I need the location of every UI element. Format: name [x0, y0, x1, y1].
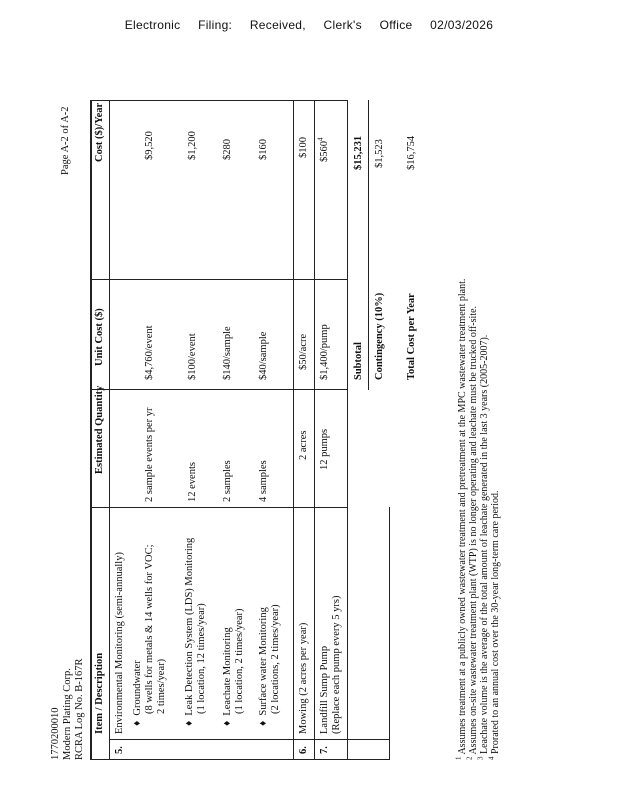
groundwater-annual-cost: $9,520	[144, 131, 155, 160]
leachate-label: ♦ Leachate Monitoring	[222, 627, 234, 726]
header-cost-per-year: Cost ($)/Year	[94, 102, 105, 162]
electronic-filing-stamp	[0, 18, 618, 32]
footnote-4-text: Prorated to an annual cost over the 30-year long-term care period.	[490, 490, 501, 754]
surface-water-quantity: 4 samples	[258, 460, 269, 502]
lds-quantity: 12 events	[187, 462, 198, 502]
table-border-right	[90, 100, 348, 101]
row7-footnote-mark: 4	[316, 137, 325, 141]
table-border-top	[90, 100, 92, 760]
surface-water-detail: (2 locations, 2 times/year)	[270, 604, 281, 714]
document-id: 1770200010	[50, 707, 61, 760]
leachate-annual-cost: $280	[222, 139, 233, 160]
leachate-quantity: 2 samples	[222, 460, 233, 502]
company-name: Modern Plating Corp.	[62, 668, 73, 760]
row7-quantity: 12 pumps	[319, 428, 330, 470]
total-value: $16,754	[406, 135, 417, 170]
rotated-document-page	[50, 100, 590, 760]
groundwater-unit-cost: $4,760/event	[144, 325, 155, 380]
lds-label: ♦ Leak Detection System (LDS) Monitoring	[184, 538, 196, 726]
header-item-description: Item / Description	[94, 652, 105, 734]
row5-number: 5.	[114, 746, 125, 754]
footnote-3-mark: 3	[476, 756, 485, 760]
lds-annual-cost: $1,200	[187, 131, 198, 160]
footnotes	[454, 100, 501, 760]
groundwater-detail-2: 2 times/year)	[156, 658, 167, 714]
groundwater-label: ♦ Groundwater	[132, 660, 144, 726]
footnote-1-mark: 1	[454, 756, 463, 760]
row7-annual-cost-value: $560	[319, 141, 330, 162]
row5-bottom-line	[293, 100, 294, 760]
row6-unit-cost: $50/acre	[298, 333, 309, 370]
stamp-office: Office	[379, 18, 413, 32]
row6-annual-cost: $100	[298, 137, 309, 158]
qty-column-line	[90, 507, 348, 508]
page-number: Page A-2 of A-2	[60, 106, 71, 175]
surface-water-label: ♦ Surface water Monitoring	[258, 607, 270, 726]
row7-unit-cost: $1,400/pump	[319, 324, 330, 380]
surface-water-annual-cost: $160	[258, 139, 269, 160]
contingency-value: $1,523	[374, 139, 385, 168]
groundwater-quantity: 2 sample events per yr	[144, 407, 155, 502]
row7-description-1: Landfill Sump Pump	[319, 645, 330, 734]
row6-description: Mowing (2 acres per year)	[298, 622, 309, 734]
stamp-received: Received,	[249, 18, 306, 32]
total-label: Total Cost per Year	[406, 293, 417, 380]
desc-bottom-line	[389, 507, 390, 760]
contingency-label: Contingency (10%)	[374, 292, 385, 380]
groundwater-detail-1: (8 wells for metals & 14 wells for VOC;	[144, 544, 155, 714]
row6-number: 6.	[298, 746, 309, 754]
row7-bottom-line	[347, 100, 348, 760]
lds-unit-cost: $100/event	[187, 333, 198, 380]
header-separator	[109, 100, 110, 760]
footnote-2-mark: 2	[465, 756, 474, 760]
footnote-1	[454, 100, 468, 760]
footnote-2	[465, 100, 479, 760]
surface-water-unit-cost: $40/sample	[258, 331, 269, 380]
footnote-1-text: Assumes treatment at a publicly owned wastewater treatment and pretreatment at the MPC wastewater treatment plant.	[457, 278, 468, 755]
header-unit-cost: Unit Cost ($)	[94, 308, 105, 366]
row7-number: 7.	[319, 746, 330, 754]
stamp-date: 02/03/2026	[430, 18, 494, 32]
log-number: RCRA Log No. B-167R	[74, 658, 85, 760]
leachate-detail: (1 location, 2 times/year)	[234, 608, 245, 714]
header-estimated-quantity: Estimated Quantity	[94, 385, 105, 474]
document-header	[50, 658, 86, 760]
footnote-4-mark: 4	[487, 756, 496, 760]
cost-column-line	[90, 279, 348, 280]
row6-bottom-line	[314, 100, 315, 760]
subtotal-value: $15,231	[353, 135, 364, 170]
cost-table	[90, 100, 447, 760]
table-border-left	[90, 759, 390, 760]
unit-column-line	[90, 389, 348, 390]
stamp-prefix: Electronic	[124, 18, 181, 32]
leachate-unit-cost: $140/sample	[222, 326, 233, 380]
stamp-filing: Filing:	[198, 18, 233, 32]
row5-title: Environmental Monitoring (semi-annually)	[114, 552, 125, 734]
row7-description-2: (Replace each pump every 5 yrs)	[331, 595, 342, 734]
subtotal-label: Subtotal	[353, 342, 364, 380]
footnote-3-text: Leachate volume is the average of the total amount of leachate generated in the last 3 years (2005-2007).	[479, 334, 490, 754]
lds-detail: (1 location, 12 times/year)	[196, 603, 207, 714]
row6-quantity: 2 acres	[298, 430, 309, 460]
footnote-4	[487, 100, 501, 760]
subtotal-line	[368, 100, 369, 390]
footnote-3	[476, 100, 490, 760]
footnote-2-text: Assumes on-site wastewater treatment plant (WTP) is no longer operating and leachate must be trucked off-site.	[468, 305, 479, 755]
stamp-clerks: Clerk's	[323, 18, 362, 32]
row7-annual-cost	[316, 137, 331, 163]
